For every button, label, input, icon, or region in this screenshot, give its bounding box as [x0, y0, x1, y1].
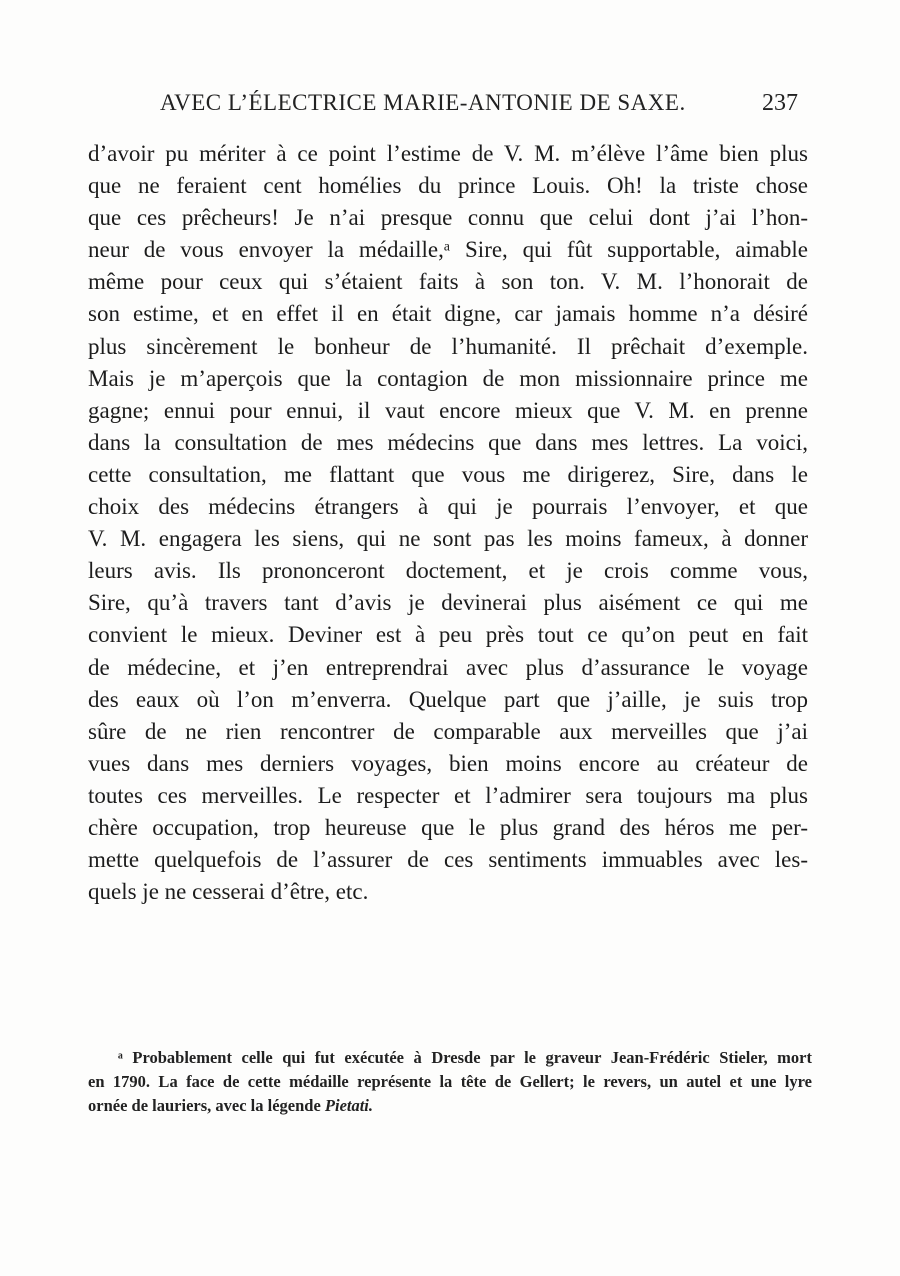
- text-line: de médecine, et j’en entreprendrai avec plus d’assurance le voyage: [88, 654, 808, 680]
- text-line: plus sincèrement le bonheur de l’humanité. Il prêchait d’exemple.: [88, 333, 808, 359]
- text-line: mette quelquefois de l’assurer de ces sentiments immuables avec les-: [88, 847, 808, 873]
- page-number: 237: [762, 90, 798, 116]
- text-line: sûre de ne rien rencontrer de comparable aux merveilles que j’ai: [88, 718, 808, 744]
- text-line: dans la consultation de mes médecins que dans mes lettres. La voici,: [88, 429, 808, 455]
- text-line: gagne; ennui pour ennui, il vaut encore mieux que V. M. en prenne: [88, 397, 808, 423]
- text-line: vues dans mes derniers voyages, bien moins encore au créateur de: [88, 750, 808, 776]
- text-line: cette consultation, me flattant que vous me dirigerez, Sire, dans le: [88, 461, 808, 487]
- text-line: même pour ceux qui s’étaient faits à son ton. V. M. l’honorait de: [88, 269, 808, 295]
- footnote-line: en 1790. La face de cette médaille représente la tête de Gellert; le revers, un autel et une lyre: [88, 1072, 812, 1091]
- text-line: d’avoir pu mériter à ce point l’estime de V. M. m’élève l’âme bien plus: [88, 141, 808, 166]
- text-line: V. M. engagera les siens, qui ne sont pas les moins fameux, à donner: [88, 526, 808, 552]
- footnote-italic-legend: Pietati.: [324, 1096, 374, 1115]
- text-line: Mais je m’aperçois que la contagion de mon missionnaire prince me: [88, 365, 808, 391]
- footnote-text: ornée de lauriers, avec la légende: [88, 1096, 325, 1115]
- text-line: choix des médecins étrangers à qui je pourrais l’envoyer, et que: [88, 494, 808, 520]
- footnote-line: [88, 1094, 812, 1118]
- text-line: quels je ne cesserai d’être, etc.: [88, 879, 369, 905]
- running-title: AVEC L’ÉLECTRICE MARIE-ANTONIE DE SAXE.: [160, 90, 686, 115]
- main-text: [88, 138, 808, 908]
- text-line: toutes ces merveilles. Le respecter et l’admirer sera toujours ma plus: [88, 782, 808, 808]
- footnote: [88, 1046, 812, 1118]
- text-line: Sire, qu’à travers tant d’avis je devinerai plus aisément ce qui me: [88, 590, 808, 616]
- text-line: leurs avis. Ils prononceront doctement, et je crois comme vous,: [88, 558, 808, 584]
- text-line: des eaux où l’on m’enverra. Quelque part que j’aille, je suis trop: [88, 686, 808, 712]
- text-line: neur de vous envoyer la médaille,ᵃ Sire, qui fût supportable, aimable: [88, 237, 808, 263]
- footnote-line: ᵃ Probablement celle qui fut exécutée à Dresde par le graveur Jean-Frédéric Stieler, mort: [118, 1048, 812, 1067]
- text-line: que ne feraient cent homélies du prince Louis. Oh! la triste chose: [88, 173, 808, 199]
- text-line: chère occupation, trop heureuse que le plus grand des héros me per-: [88, 814, 808, 840]
- text-line: convient le mieux. Deviner est à peu près tout ce qu’on peut en fait: [88, 622, 808, 648]
- text-line: que ces prêcheurs! Je n’ai presque connu que celui dont j’ai l’hon-: [88, 205, 808, 231]
- text-line: son estime, et en effet il en était digne, car jamais homme n’a désiré: [88, 301, 808, 327]
